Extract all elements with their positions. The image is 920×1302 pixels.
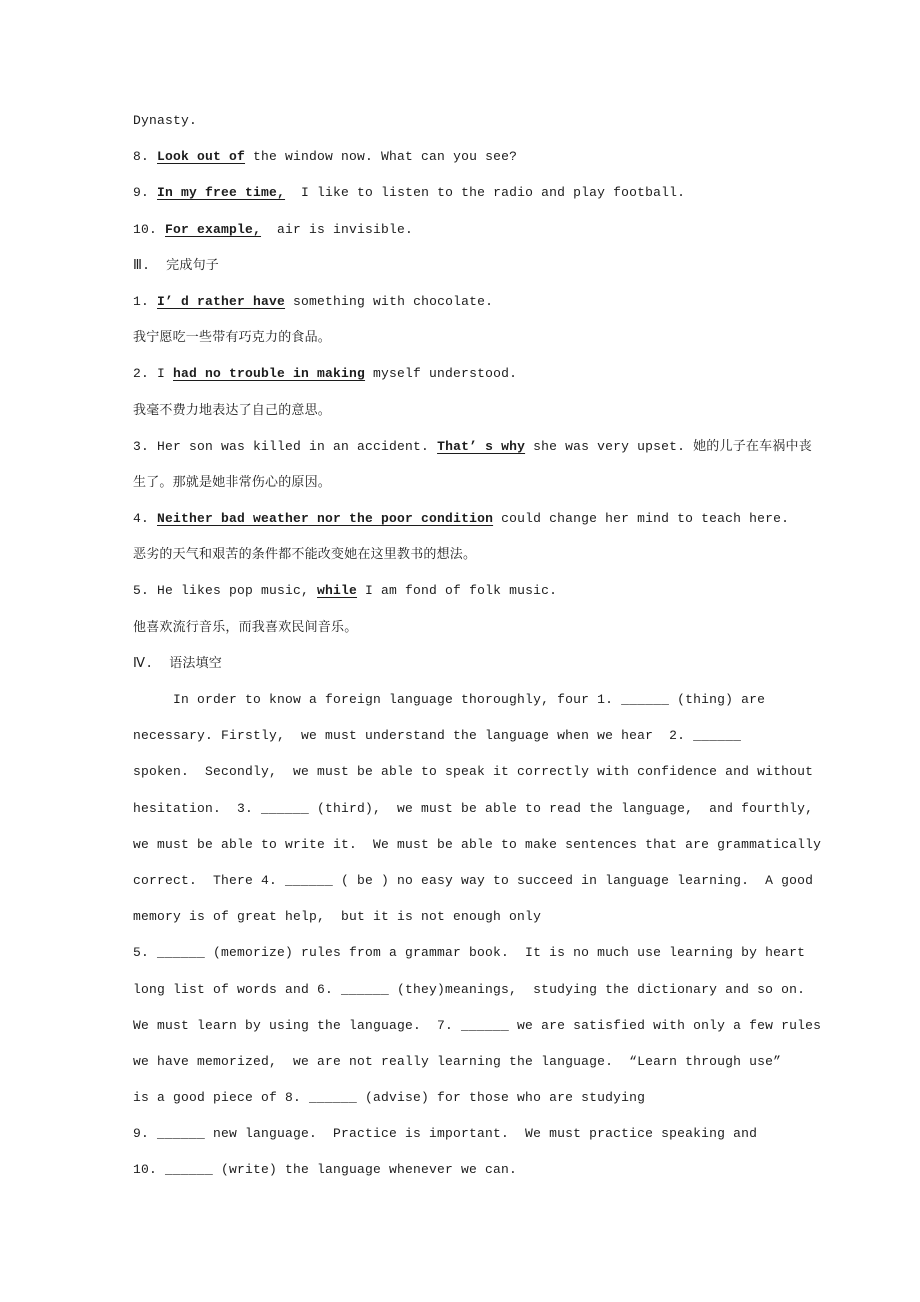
cloze-line-11 xyxy=(133,1044,810,1080)
answer-phrase: For example, xyxy=(165,221,262,237)
cloze-line-2 xyxy=(133,718,810,754)
text-segment: I am fond of folk music. xyxy=(357,583,558,599)
document-body xyxy=(133,103,822,1189)
line-dynasty-continuation xyxy=(133,103,810,139)
text-segment: 2. I xyxy=(133,366,174,382)
cloze-line-3 xyxy=(133,754,814,790)
text-segment: Ⅲ. 完成句子 xyxy=(133,257,219,273)
text-segment: air is invisible. xyxy=(261,221,414,237)
exercise-iii-item-4 xyxy=(133,501,810,537)
text-segment: myself understood. xyxy=(365,366,518,382)
cloze-line-8 xyxy=(133,935,810,971)
answer-phrase: had no trouble in making xyxy=(173,366,366,382)
text-segment: long list of words and 6. ______ (they)meanings, studying the dictionary and so on. xyxy=(133,981,806,997)
text-segment: she was very upset. 她的儿子在车祸中丧 xyxy=(525,438,812,454)
exercise-iii-item-3 xyxy=(133,429,810,465)
text-segment: 5. He likes pop music, xyxy=(133,583,318,599)
text-segment: 3. Her son was killed in an accident. xyxy=(133,438,438,454)
text-segment: the window now. What can you see? xyxy=(245,149,518,165)
text-segment: 我毫不费力地表达了自己的意思。 xyxy=(133,402,332,418)
cloze-line-4 xyxy=(133,791,814,827)
text-segment: memory is of great help, but it is not enough only xyxy=(133,909,542,925)
text-segment: 1. xyxy=(133,293,158,309)
text-segment: is a good piece of 8. ______ (advise) for those who are studying xyxy=(133,1090,646,1106)
exercise-ii-item-10 xyxy=(133,212,810,248)
text-segment: we have memorized, we are not really learning the language. “Learn through use” xyxy=(133,1053,782,1069)
text-segment: We must learn by using the language. 7. ______ we are satisfied with only a few rules xyxy=(133,1017,822,1033)
text-segment: Dynasty. xyxy=(133,113,198,128)
exercise-ii-item-9 xyxy=(133,175,810,211)
section-heading-iii xyxy=(133,248,810,284)
text-segment: hesitation. 3. ______ (third), we must be able to read the language, and fourthly, xyxy=(133,800,814,816)
text-segment: 10. ______ (write) the language whenever we can. xyxy=(133,1162,518,1178)
text-segment: 8. xyxy=(133,149,158,165)
cloze-line-6 xyxy=(133,863,814,899)
answer-phrase: I’ d rather have xyxy=(157,293,286,309)
text-segment: 9. ______ new language. Practice is important. We must practice speaking and xyxy=(133,1126,758,1142)
section-heading-iv xyxy=(133,646,810,682)
text-segment: 5. ______ (memorize) rules from a grammar book. It is no much use learning by heart xyxy=(133,945,806,961)
exercise-ii-item-8 xyxy=(133,139,810,175)
text-segment: 我宁愿吃一些带有巧克力的食品。 xyxy=(133,330,332,346)
text-segment: Ⅳ. 语法填空 xyxy=(133,655,223,671)
translation-item-1 xyxy=(133,320,810,356)
answer-phrase: while xyxy=(317,583,358,599)
cloze-line-9 xyxy=(133,972,810,1008)
answer-phrase: In my free time, xyxy=(157,185,286,201)
cloze-line-14 xyxy=(133,1152,810,1188)
text-segment: spoken. Secondly, we must be able to speak it correctly with confidence and without xyxy=(133,764,814,780)
text-segment: 生了。那就是她非常伤心的原因。 xyxy=(133,474,332,490)
answer-phrase: Neither bad weather nor the poor condition xyxy=(157,511,494,527)
cloze-line-10 xyxy=(133,1008,822,1044)
text-segment: I like to listen to the radio and play football. xyxy=(285,185,686,201)
cloze-line-12 xyxy=(133,1080,810,1116)
text-segment: necessary. Firstly, we must understand the language when we hear 2. ______ xyxy=(133,728,742,744)
text-segment: we must be able to write it. We must be able to make sentences that are grammatically xyxy=(133,836,822,852)
cloze-line-7 xyxy=(133,899,810,935)
answer-phrase: That’ s why xyxy=(437,438,526,454)
translation-item-4 xyxy=(133,537,810,573)
text-segment: In order to know a foreign language thoroughly, four 1. ______ (thing) are xyxy=(133,692,766,707)
translation-item-2 xyxy=(133,393,810,429)
text-segment: correct. There 4. ______ ( be ) no easy way to succeed in language learning. A good xyxy=(133,872,814,888)
text-segment: could change her mind to teach here. xyxy=(493,511,790,527)
text-segment: 9. xyxy=(133,185,158,201)
text-segment: 4. xyxy=(133,511,158,527)
translation-item-3 xyxy=(133,465,810,501)
exercise-iii-item-1 xyxy=(133,284,810,320)
cloze-line-1 xyxy=(133,682,810,718)
exercise-iii-item-5 xyxy=(133,573,810,609)
text-segment: 他喜欢流行音乐，而我喜欢民间音乐。 xyxy=(133,619,358,635)
answer-phrase: Look out of xyxy=(157,149,246,165)
exercise-iii-item-2 xyxy=(133,356,810,392)
cloze-line-5 xyxy=(133,827,822,863)
text-segment: something with chocolate. xyxy=(285,293,494,309)
translation-item-5 xyxy=(133,610,810,646)
text-segment: 恶劣的天气和艰苦的条件都不能改变她在这里教书的想法。 xyxy=(133,547,477,563)
text-segment: 10. xyxy=(133,221,166,237)
cloze-line-13 xyxy=(133,1116,810,1152)
